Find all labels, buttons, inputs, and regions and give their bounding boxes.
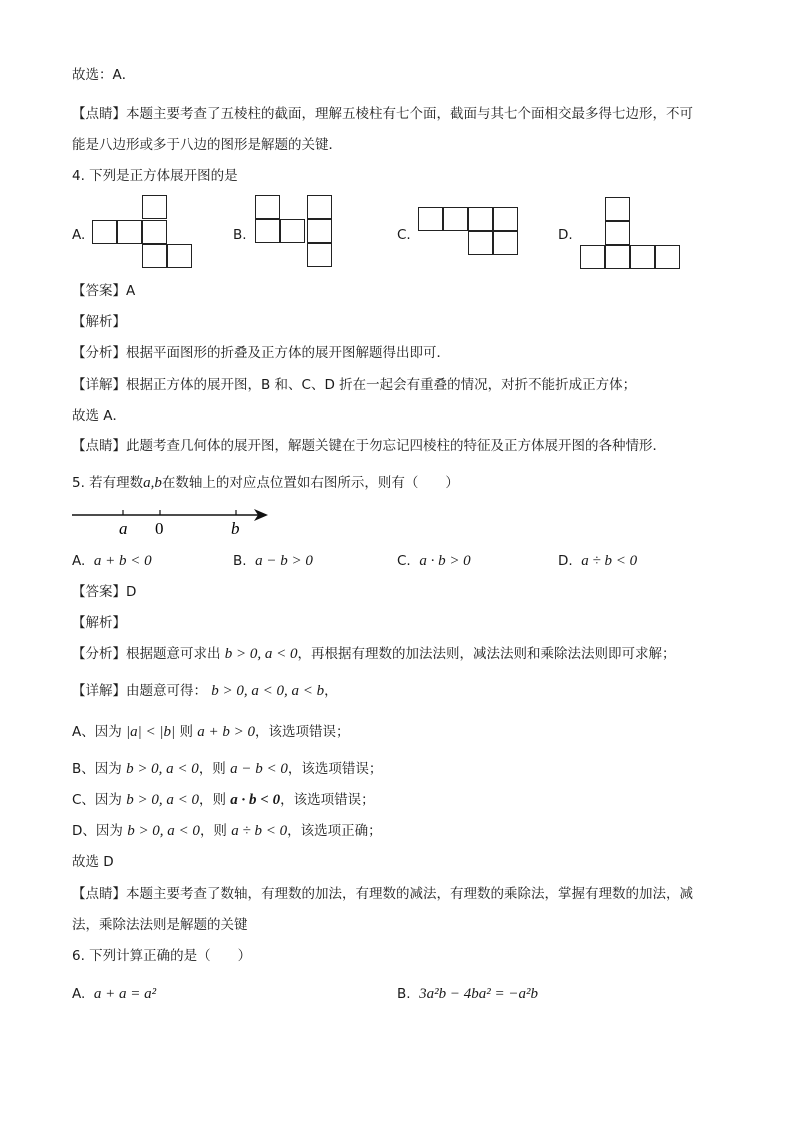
q5-answer: 【答案】D: [72, 584, 137, 600]
q6-option-b: B. 3a²b − 4ba² = −a²b: [397, 986, 539, 1002]
q4-analysis: 【分析】根据平面图形的折叠及正方体的展开图解题得出即可．: [72, 345, 450, 361]
question-4: 4. 下列是正方体展开图的是: [72, 168, 238, 184]
q5-detail-c: C、因为 b > 0, a < 0，则 a · b < 0，该选项错误；: [72, 792, 375, 808]
q5-option-d: D. a ÷ b < 0: [558, 553, 638, 569]
q5-detail-d: D、因为 b > 0, a < 0，则 a ÷ b < 0，该选项正确；: [72, 823, 382, 839]
q4-option-c-label: C.: [397, 227, 411, 243]
q5-option-c: C. a · b > 0: [397, 553, 471, 569]
comment-line-1: 【点睛】本题主要考查了五棱柱的截面，理解五棱柱有七个面，截面与其七个面相交最多得七边形，不可: [72, 106, 693, 122]
number-line-zero-label: 0: [155, 519, 164, 538]
q5-detail-b: B、因为 b > 0, a < 0，则 a − b < 0，该选项错误；: [72, 761, 383, 777]
q4-comment: 【点睛】此题考查几何体的展开图，解题关键在于勿忘记四棱柱的特征及正方体展开图的各种情形．: [72, 438, 666, 454]
q4-detail: 【详解】根据正方体的展开图，B 和、C、D 折在一起会有重叠的情况，对折不能折成正方体；: [72, 377, 637, 393]
q4-option-d-label: D.: [558, 227, 573, 243]
q5-option-a: A. a + b < 0: [72, 553, 152, 569]
question-6: 6. 下列计算正确的是（ ）: [72, 948, 252, 964]
q5-comment-1: 【点睛】本题主要考查了数轴，有理数的加法，有理数的减法，有理数的乘除法，掌握有理数的加法，减: [72, 886, 693, 902]
q4-choice: 故选 A．: [72, 408, 127, 424]
q5-choice: 故选 D: [72, 854, 114, 870]
q4-option-b-label: B.: [233, 227, 247, 243]
number-line-a-label: a: [119, 519, 128, 538]
q4-analysis-heading: 【解析】: [72, 314, 126, 330]
q5-detail: 【详解】由题意可得： b > 0, a < 0, a < b，: [72, 683, 338, 699]
number-line-b-label: b: [231, 519, 240, 538]
q5-analysis: 【分析】根据题意可求出 b > 0, a < 0，再根据有理数的加法法则，减法法则和乘除法法则即可求解；: [72, 646, 676, 662]
q5-detail-a: A、因为 |a| < |b| 则 a + b > 0，该选项错误；: [72, 724, 350, 740]
question-5: 5. 若有理数a,b在数轴上的对应点位置如右图所示，则有（ ）: [72, 475, 459, 491]
comment-line-2: 能是八边形或多于八边的图形是解题的关键．: [72, 137, 342, 153]
number-line: [70, 500, 280, 540]
q4-answer: 【答案】A: [72, 283, 136, 299]
q5-analysis-heading: 【解析】: [72, 615, 126, 631]
q5-comment-2: 法，乘除法法则是解题的关键: [72, 917, 248, 933]
q6-option-a: A. a + a = a²: [72, 986, 157, 1002]
answer-line: 故选：A．: [72, 67, 136, 83]
q4-option-a-label: A.: [72, 227, 86, 243]
q5-option-b: B. a − b > 0: [233, 553, 313, 569]
